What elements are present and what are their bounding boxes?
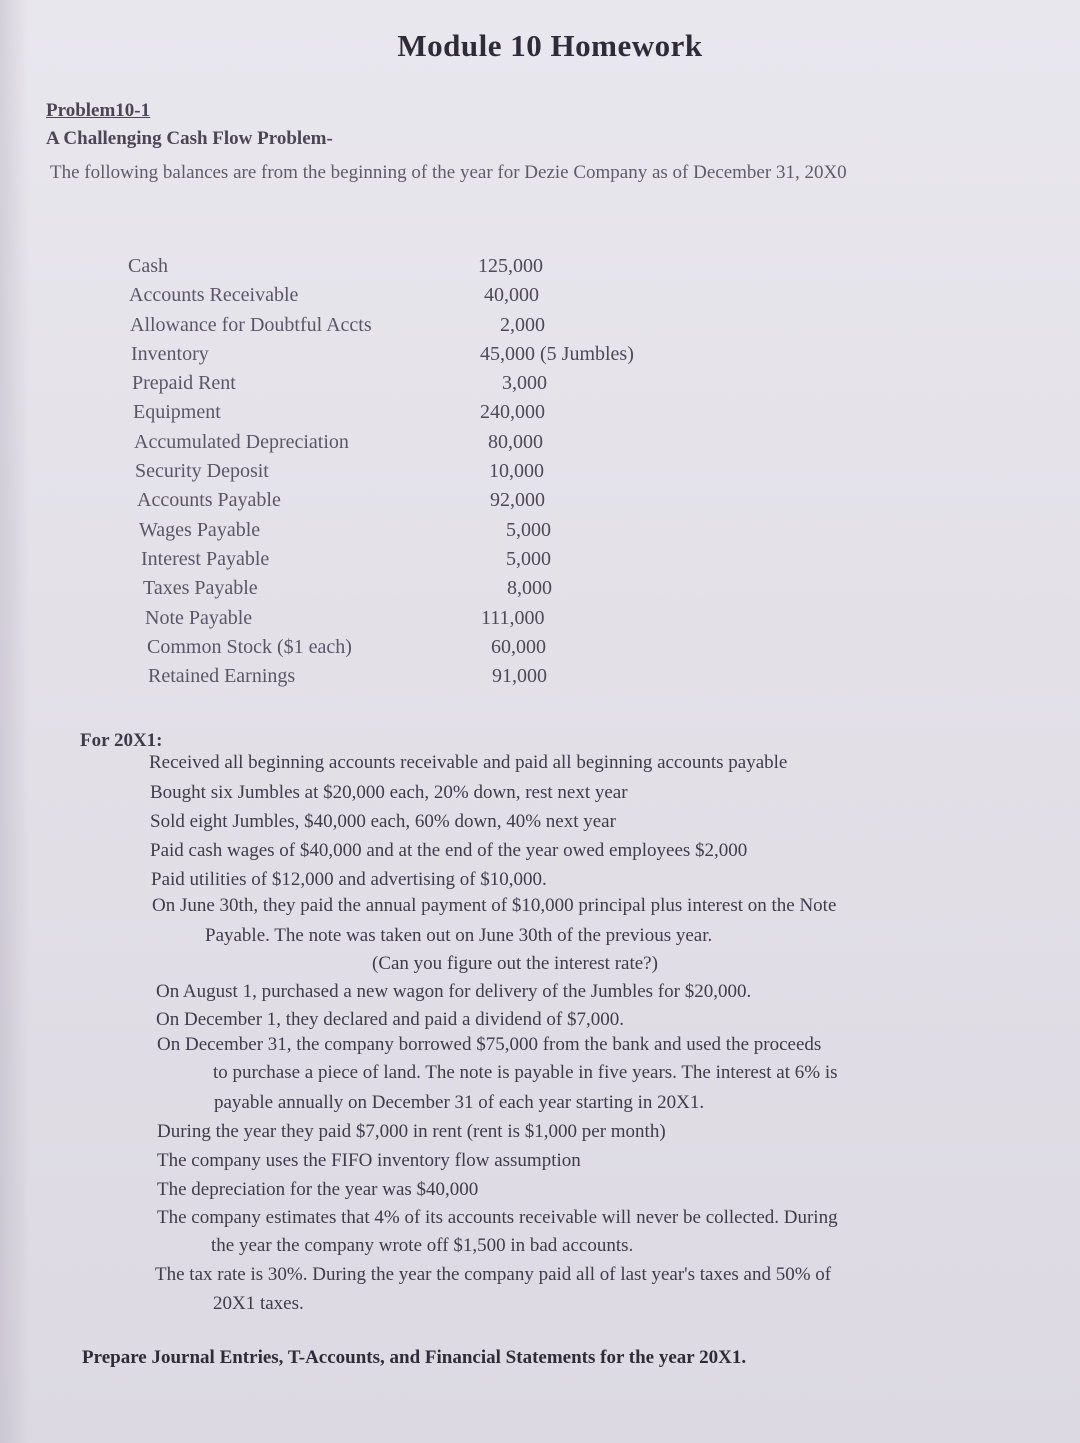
- event-line: Sold eight Jumbles, $40,000 each, 60% down, 40% next year: [150, 811, 616, 832]
- balance-label: Accounts Receivable: [129, 284, 299, 307]
- assignment-instruction: Prepare Journal Entries, T-Accounts, and Financial Statements for the year 20X1.: [82, 1347, 747, 1368]
- balance-amount: 3,000: [502, 372, 547, 395]
- event-line: The tax rate is 30%. During the year the company paid all of last year's taxes and 50% of: [155, 1264, 832, 1285]
- event-line: to purchase a piece of land. The note is payable in five years. The interest at 6% is: [213, 1062, 838, 1083]
- balance-amount: 40,000: [484, 284, 539, 307]
- event-line: The depreciation for the year was $40,000: [157, 1179, 479, 1200]
- balance-label: Retained Earnings: [148, 665, 296, 688]
- event-line: On June 30th, they paid the annual payment of $10,000 principal plus interest on the Note: [152, 895, 837, 916]
- balance-amount: 80,000: [488, 430, 543, 453]
- balance-label: Accounts Payable: [137, 489, 281, 512]
- balance-label: Interest Payable: [141, 547, 270, 570]
- event-line: (Can you figure out the interest rate?): [372, 953, 658, 974]
- balance-row: [0, 607, 800, 636]
- balance-amount: 125,000: [478, 255, 543, 277]
- balance-row: [0, 401, 800, 430]
- balance-row: [0, 489, 800, 518]
- event-line: On August 1, purchased a new wagon for delivery of the Jumbles for $20,000.: [156, 981, 752, 1002]
- event-line: On December 1, they declared and paid a dividend of $7,000.: [156, 1009, 624, 1030]
- balance-amount: 111,000: [481, 606, 545, 629]
- balance-row: [0, 314, 800, 343]
- balance-row: [0, 255, 800, 284]
- event-line: Bought six Jumbles at $20,000 each, 20% down, rest next year: [150, 782, 628, 803]
- balance-amount: 5,000: [506, 518, 551, 541]
- balance-amount: 10,000: [489, 460, 544, 483]
- balance-label: Accumulated Depreciation: [134, 430, 349, 453]
- balance-amount: 91,000: [492, 665, 547, 688]
- event-line: The company uses the FIFO inventory flow assumption: [157, 1150, 581, 1171]
- balance-amount: 8,000: [507, 577, 552, 600]
- balance-row: [0, 519, 800, 548]
- problem-id: Problem10-1: [46, 100, 151, 121]
- balance-amount: 240,000: [480, 401, 545, 424]
- event-line: payable annually on December 31 of each year starting in 20X1.: [214, 1092, 705, 1113]
- event-line: Payable. The note was taken out on June 30th of the previous year.: [205, 925, 713, 946]
- balance-amount: 5,000: [506, 547, 551, 570]
- events-heading: For 20X1:: [80, 730, 163, 751]
- balance-row: [0, 665, 800, 694]
- event-line: During the year they paid $7,000 in rent (rent is $1,000 per month): [157, 1121, 666, 1142]
- balance-label: Taxes Payable: [143, 577, 258, 600]
- balance-label: Cash: [128, 255, 168, 277]
- event-line: Received all beginning accounts receivable and paid all beginning accounts payable: [149, 752, 788, 773]
- balance-amount: 92,000: [490, 489, 545, 512]
- intro-text: The following balances are from the beginning of the year for Dezie Company as of December 31, 20X0: [50, 162, 847, 183]
- page-title: Module 10 Homework: [397, 28, 703, 63]
- event-line: Paid cash wages of $40,000 and at the end of the year owed employees $2,000: [150, 840, 748, 861]
- balance-label: Allowance for Doubtful Accts: [130, 313, 372, 336]
- event-line: The company estimates that 4% of its accounts receivable will never be collected. During: [157, 1207, 838, 1228]
- event-line: 20X1 taxes.: [213, 1293, 304, 1314]
- balance-row: [0, 343, 800, 372]
- balance-label: Security Deposit: [135, 460, 269, 483]
- event-line: the year the company wrote off $1,500 in bad accounts.: [211, 1235, 634, 1256]
- balance-row: [0, 548, 800, 577]
- balance-label: Equipment: [133, 401, 221, 424]
- balance-row: [0, 284, 800, 313]
- balance-amount: 60,000: [491, 635, 546, 658]
- balance-label: Note Payable: [145, 606, 253, 629]
- balance-row: [0, 460, 800, 489]
- problem-name: A Challenging Cash Flow Problem-: [46, 128, 333, 149]
- balance-label: Prepaid Rent: [132, 372, 236, 395]
- balance-label: Inventory: [131, 342, 209, 365]
- event-line: Paid utilities of $12,000 and advertising of $10,000.: [151, 869, 547, 890]
- event-line: On December 31, the company borrowed $75,000 from the bank and used the proceeds: [157, 1034, 822, 1055]
- balance-row: [0, 577, 800, 606]
- balances-table: [0, 255, 800, 694]
- page-shadow: [0, 0, 30, 1443]
- balance-amount: 2,000: [500, 313, 545, 336]
- balance-label: Common Stock ($1 each): [147, 635, 352, 658]
- balance-row: [0, 372, 800, 401]
- balance-label: Wages Payable: [139, 518, 261, 541]
- balance-amount: 45,000 (5 Jumbles): [480, 342, 634, 365]
- balance-row: [0, 431, 800, 460]
- balance-row: [0, 636, 800, 665]
